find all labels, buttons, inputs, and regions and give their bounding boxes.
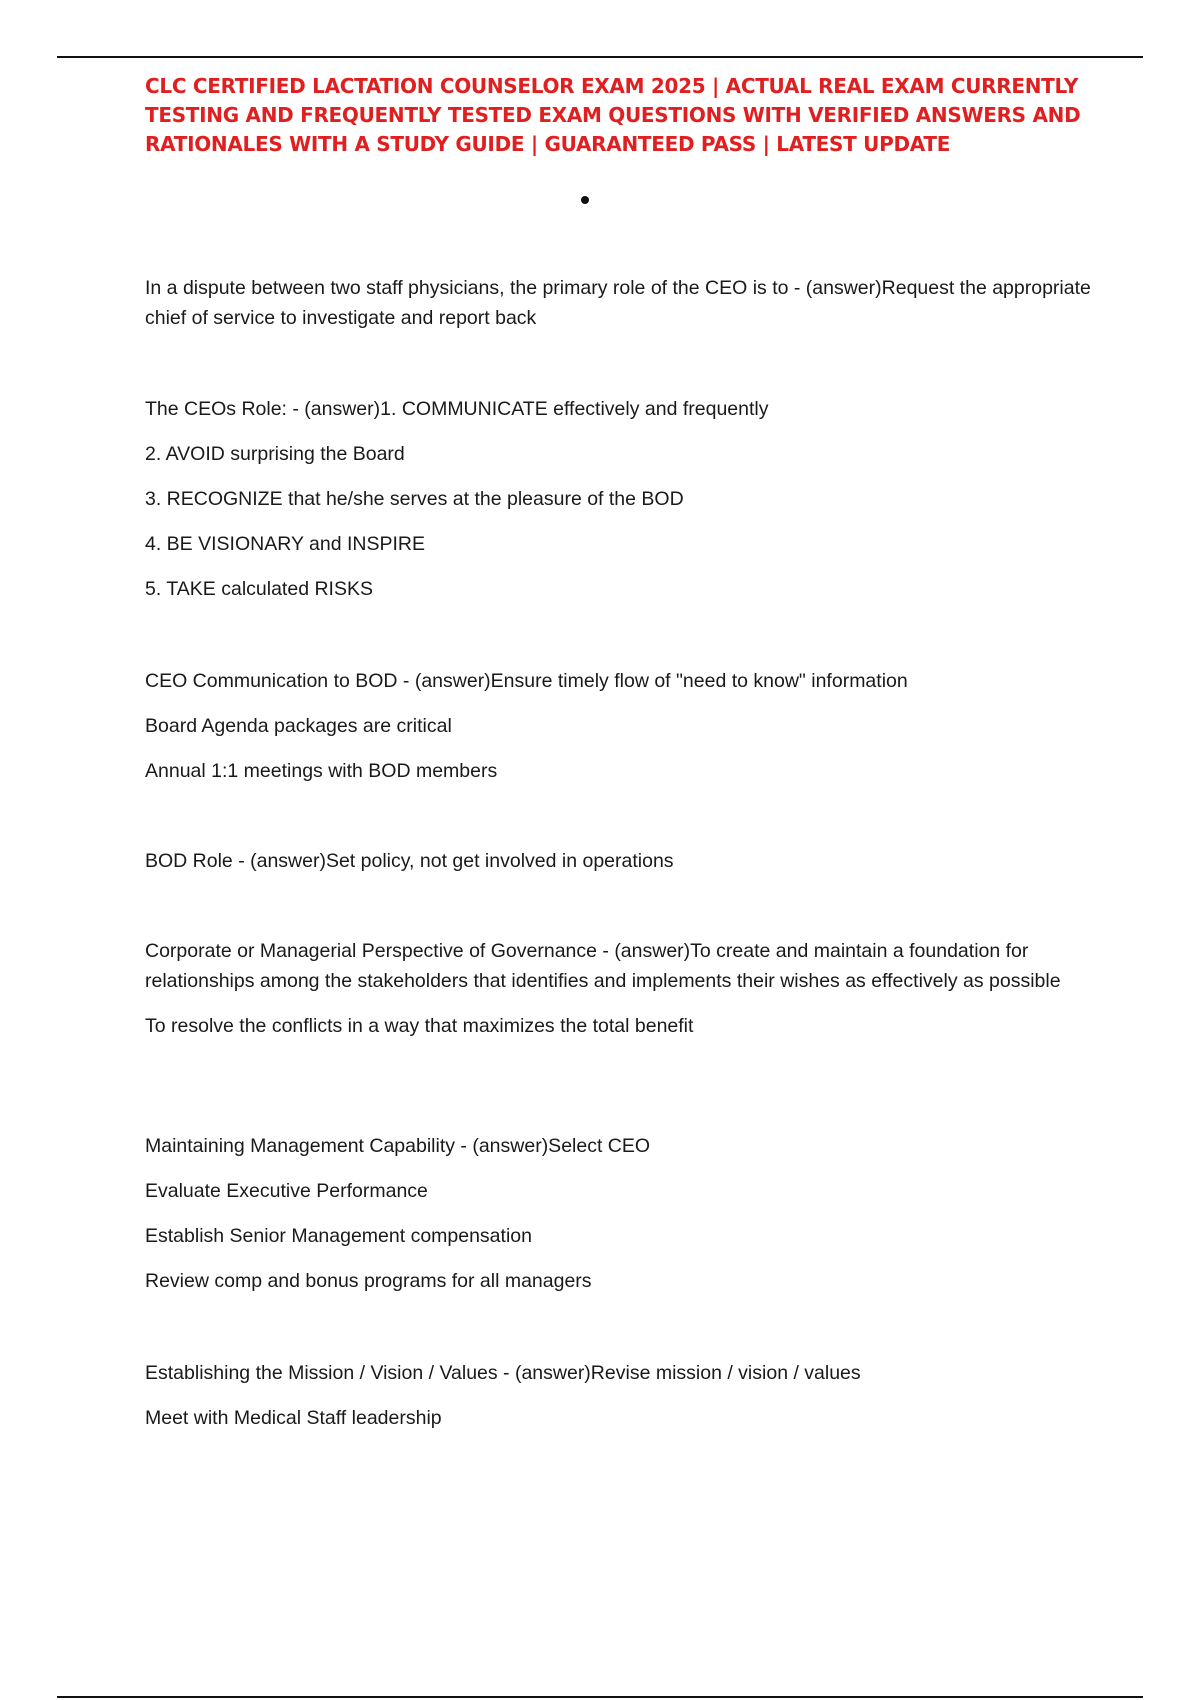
qa-line: In a dispute between two staff physicians, the primary role of the CEO is to - (answer)Request the appropriate chief of service to investigate and report back bbox=[145, 277, 1091, 329]
qa-block-bod-role bbox=[145, 846, 1105, 891]
qa-line: The CEOs Role: - (answer)1. COMMUNICATE effectively and frequently bbox=[145, 398, 769, 420]
qa-line: Establish Senior Management compensation bbox=[145, 1225, 532, 1247]
qa-line: Maintaining Management Capability - (answer)Select CEO bbox=[145, 1135, 651, 1157]
qa-line: Corporate or Managerial Perspective of Governance - (answer)To create and maintain a foundation for relationships among the stakeholders that identifies and implements their wishes as effectively as possible bbox=[145, 940, 1061, 992]
qa-line: Annual 1:1 meetings with BOD members bbox=[145, 760, 498, 782]
bullet-mark bbox=[581, 196, 589, 204]
qa-line: Evaluate Executive Performance bbox=[145, 1180, 428, 1202]
qa-line: CEO Communication to BOD - (answer)Ensure timely flow of "need to know" information bbox=[145, 670, 908, 692]
qa-line: Review comp and bonus programs for all managers bbox=[145, 1270, 592, 1292]
bottom-rule bbox=[57, 1696, 1143, 1698]
qa-block-management-capability bbox=[145, 1131, 1105, 1311]
qa-block-governance bbox=[145, 936, 1105, 1056]
qa-line: Meet with Medical Staff leadership bbox=[145, 1407, 442, 1429]
qa-block-mission bbox=[145, 1358, 1105, 1448]
qa-line: 2. AVOID surprising the Board bbox=[145, 443, 405, 465]
qa-block-ceo-communication bbox=[145, 666, 1105, 801]
document-title: CLC CERTIFIED LACTATION COUNSELOR EXAM 2025 | ACTUAL REAL EXAM CURRENTLY TESTING AND FREQUENTLY TESTED EXAM QUESTIONS WITH VERIFIED ANSWERS AND RATIONALES WITH A STUDY GUIDE | GUARANTEED PASS | LATEST UPDATE bbox=[145, 74, 1081, 156]
qa-line: 3. RECOGNIZE that he/she serves at the pleasure of the BOD bbox=[145, 488, 684, 510]
top-rule bbox=[57, 56, 1143, 58]
qa-line: 5. TAKE calculated RISKS bbox=[145, 578, 373, 600]
qa-line: Establishing the Mission / Vision / Values - (answer)Revise mission / vision / values bbox=[145, 1362, 861, 1384]
qa-line: To resolve the conflicts in a way that maximizes the total benefit bbox=[145, 1015, 694, 1037]
qa-line: Board Agenda packages are critical bbox=[145, 715, 452, 737]
qa-line: 4. BE VISIONARY and INSPIRE bbox=[145, 533, 425, 555]
qa-block-ceo-role bbox=[145, 394, 1105, 619]
qa-block-dispute bbox=[145, 273, 1105, 348]
qa-line: BOD Role - (answer)Set policy, not get involved in operations bbox=[145, 850, 674, 872]
